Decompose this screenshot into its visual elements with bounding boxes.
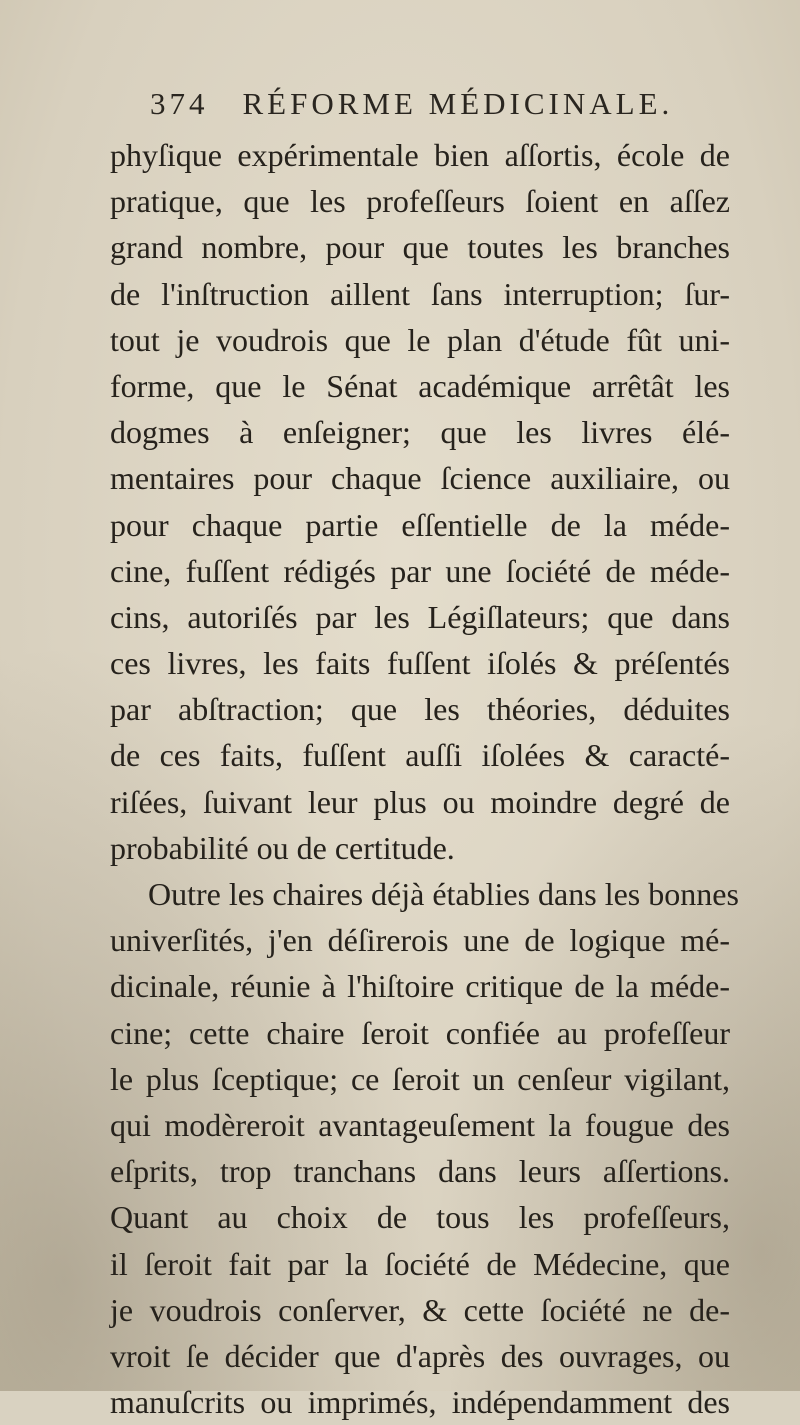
text-line: il ſeroit fait par la ſociété de Médecine, que — [110, 1245, 730, 1282]
text-line: qui modèreroit avantageuſement la fougue des — [110, 1106, 730, 1143]
text-line: par abſtraction; que les théories, déduites — [110, 691, 730, 728]
text-line: univerſités, j'en déſirerois une de logique mé- — [110, 922, 730, 959]
running-title: RÉFORME MÉDICINALE. — [242, 86, 674, 121]
text-line: dicinale, réunie à l'hiſtoire critique de la méde- — [110, 968, 730, 1005]
text-line: dogmes à enſeigner; que les livres élé- — [110, 414, 730, 451]
text-line: tout je voudrois que le plan d'étude fût uni- — [110, 321, 730, 358]
paragraph-start-line: Outre les chaires déjà établies dans les bonnes — [148, 876, 739, 912]
body-text — [110, 132, 739, 1425]
text-line: phyſique expérimentale bien aſſortis, école de — [110, 137, 730, 173]
running-header — [150, 86, 710, 122]
text-line: cine; cette chaire ſeroit confiée au profeſſeur — [110, 1014, 730, 1051]
text-line: grand nombre, pour que toutes les branches — [110, 229, 730, 266]
text-line: vroit ſe décider que d'après des ouvrages, ou — [110, 1337, 730, 1374]
text-line: de l'inſtruction aillent ſans interruption; ſur- — [110, 275, 730, 312]
text-line: riſées, ſuivant leur plus ou moindre degré de — [110, 783, 730, 820]
text-line: forme, que le Sénat académique arrêtât les — [110, 367, 730, 404]
paragraph-end-line: probabilité ou de certitude. — [110, 829, 455, 866]
text-line: ces livres, les faits fuſſent iſolés & préſentés — [110, 645, 730, 682]
text-line: manuſcrits ou imprimés, indépendamment des — [110, 1384, 730, 1421]
page-number: 374 — [150, 86, 209, 121]
text-line: de ces faits, fuſſent auſſi iſolées & caracté- — [110, 737, 730, 774]
text-line: pratique, que les profeſſeurs ſoient en aſſez — [110, 183, 730, 220]
text-line: cine, fuſſent rédigés par une ſociété de méde- — [110, 552, 730, 589]
text-line: cins, autoriſés par les Légiſlateurs; que dans — [110, 598, 730, 635]
text-line: le plus ſceptique; ce ſeroit un cenſeur vigilant, — [110, 1060, 730, 1097]
text-line: eſprits, trop tranchans dans leurs aſſertions. — [110, 1153, 730, 1190]
text-line: Quant au choix de tous les profeſſeurs, — [110, 1199, 730, 1236]
text-line: je voudrois conſerver, & cette ſociété ne de- — [110, 1291, 730, 1328]
text-line: pour chaque partie eſſentielle de la méde- — [110, 506, 730, 543]
text-line: mentaires pour chaque ſcience auxiliaire, ou — [110, 460, 730, 497]
